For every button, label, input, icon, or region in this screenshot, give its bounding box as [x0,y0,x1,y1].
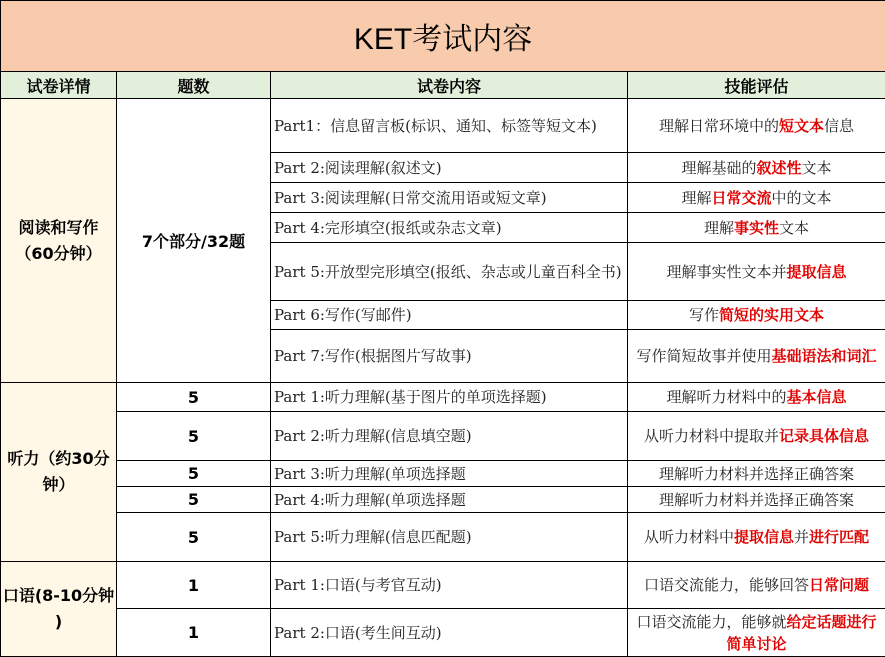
highlight-text: 提取信息 [734,528,795,546]
skill-text: 口语交流能力，能够回答 [644,576,810,594]
paper-content: Part 2:口语(考生间互动) [271,609,628,657]
question-count: 7个部分/32题 [117,99,271,383]
skill-text: 理解 [704,218,735,237]
skill-text: 从听力材料中 [643,528,734,546]
question-count: 5 [117,461,271,487]
skill-assessment [628,213,885,243]
question-count: 5 [117,487,271,513]
table-row [1,562,885,609]
highlight-text: 给定话题进行简单讨论 [726,612,877,653]
table-row [1,461,885,487]
paper-content: Part 5:听力理解(信息匹配题) [271,513,628,562]
paper-content: Part 3:阅读理解(日常交流用语或短文章) [271,183,628,213]
skill-text: 理解听力材料中的 [666,388,787,406]
paper-content: Part 7:写作(根据图片写故事) [271,330,628,383]
section-name: 听力（约30分钟） [1,383,117,562]
highlight-text: 事实性 [734,218,780,237]
paper-content: Part 5:开放型完形填空(报纸、杂志或儿童百科全书) [271,243,628,301]
paper-content: Part 3:听力理解(单项选择题 [271,461,628,487]
highlight-text: 叙述性 [756,158,802,177]
header-paper-content: 试卷内容 [271,72,628,99]
table-row [1,99,885,153]
question-count: 1 [117,562,271,609]
paper-content: Part 4:完形填空(报纸或杂志文章) [271,213,628,243]
paper-content: Part 2:阅读理解(叙述文) [271,153,628,183]
highlight-text: 基本信息 [786,388,847,406]
highlight-text: 提取信息 [786,262,847,281]
question-count: 5 [117,412,271,461]
header-question-count: 题数 [117,72,271,99]
highlight-text: 基础语法和词汇 [771,347,877,365]
skill-assessment [628,301,885,330]
skill-assessment [628,153,885,183]
skill-text: 理解听力材料并选择正确答案 [659,464,855,483]
skill-assessment [628,513,885,562]
skill-text: 理解事实性文本并 [666,262,787,281]
highlight-text: 记录具体信息 [779,427,870,445]
paper-content: Part 1:口语(与考官互动) [271,562,628,609]
section-name: 口语(8-10分钟 ) [1,562,117,657]
section-name: 阅读和写作（60分钟） [1,99,117,383]
highlight-text: 短文本 [779,116,825,135]
skill-text: 理解日常环境中的 [659,116,780,135]
question-count: 5 [117,383,271,412]
skill-text: 写作 [689,306,720,324]
skill-text: 并 [794,528,810,546]
skill-assessment [628,487,885,513]
skill-text: 口语交流能力，能够就 [636,612,787,631]
header-skill-assessment: 技能评估 [628,72,885,99]
skill-assessment [628,183,885,213]
highlight-text: 简短的实用文本 [719,306,825,324]
paper-content: Part 4:听力理解(单项选择题 [271,487,628,513]
paper-content: Part 6:写作(写邮件) [271,301,628,330]
paper-content: Part 1:听力理解(基于图片的单项选择题) [271,383,628,412]
skill-text: 文本 [801,158,832,177]
header-paper-details: 试卷详情 [1,72,117,99]
skill-assessment [628,243,885,301]
paper-content: Part 2:听力理解(信息填空题) [271,412,628,461]
skill-assessment [628,412,885,461]
skill-text: 文本 [779,218,810,237]
highlight-text: 日常交流 [711,188,772,207]
skill-text: 理解听力材料并选择正确答案 [659,490,855,509]
question-count: 5 [117,513,271,562]
skill-assessment [628,609,885,657]
table-title: KET考试内容 [1,1,885,72]
skill-assessment [628,330,885,383]
skill-text: 中的文本 [771,188,832,207]
skill-text: 理解 [681,188,712,207]
skill-text: 信息 [824,116,855,135]
highlight-text: 日常问题 [809,576,870,594]
highlight-text: 进行匹配 [809,528,870,546]
skill-assessment [628,562,885,609]
table-row [1,487,885,513]
skill-assessment [628,99,885,153]
question-count: 1 [117,609,271,657]
skill-text: 写作简短故事并使用 [636,347,772,365]
skill-text: 理解基础的 [681,158,757,177]
skill-assessment [628,383,885,412]
table-row [1,383,885,412]
skill-text: 从听力材料中提取并 [644,427,780,445]
table-row [1,513,885,562]
table-row [1,412,885,461]
table-row [1,609,885,657]
paper-content: Part1：信息留言板(标识、通知、标签等短文本) [271,99,628,153]
skill-assessment [628,461,885,487]
